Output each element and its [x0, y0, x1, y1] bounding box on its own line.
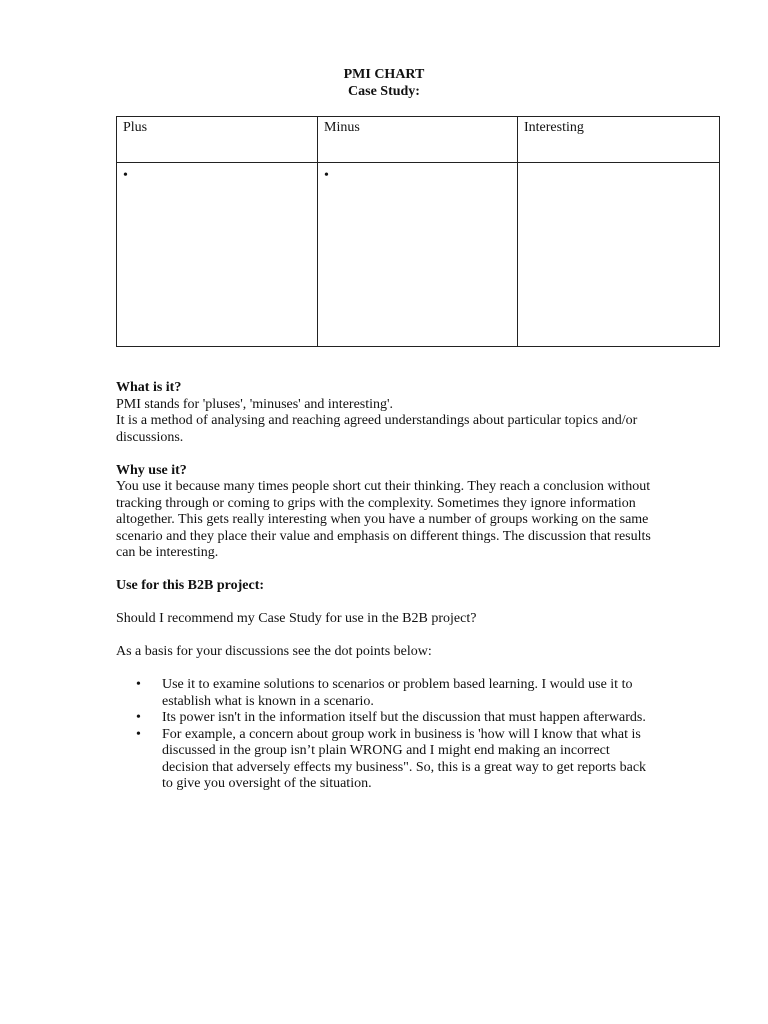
column-header-plus: Plus [123, 120, 148, 135]
column-header-interesting: Interesting [524, 120, 584, 135]
list-item-text: Its power isn't in the information itself but the discussion that must happen afterwards. [162, 710, 646, 725]
why-paragraph: You use it because many times people short cut their thinking. They reach a conclusion without tracking through or coming to grips with the complexity. Sometimes they ignore information altogether. This gets really interesting when you have a number of groups working on the same scenario and they place their value and emphasis on different things. The discussion that results can be interesting. [116, 479, 651, 560]
bullet-icon: • [136, 677, 141, 692]
why-heading: Why use it? [116, 462, 187, 478]
list-item [116, 727, 652, 793]
interesting-bullet [518, 163, 719, 167]
interesting-cell [518, 163, 720, 347]
list-item [116, 710, 652, 727]
what-heading: What is it? [116, 380, 182, 395]
what-line-2: It is a method of analysing and reaching agreed understandings about particular topics and/or discussions. [116, 413, 638, 445]
dot-points-list [116, 677, 656, 793]
minus-cell [318, 163, 518, 347]
use-heading: Use for this B2B project: [116, 578, 265, 593]
pmi-body-row [117, 163, 720, 347]
column-minus [318, 117, 518, 163]
list-item-text: For example, a concern about group work in business is 'how will I know that what is discussed in the group isn’t plain WRONG and I might end making an incorrect decision that adversely effects my business". So, this is a great way to get reports back to give you oversight of the situation. [162, 726, 647, 791]
pmi-header-row [117, 117, 720, 163]
case-study-label: Case Study: [348, 84, 420, 99]
basis-line: As a basis for your discussions see the dot points below: [116, 644, 432, 659]
bullet-icon: • [136, 710, 141, 725]
what-line-1: PMI stands for 'pluses', 'minuses' and interesting'. [116, 396, 394, 412]
column-plus [117, 117, 318, 163]
plus-bullet: • [123, 168, 128, 183]
bullet-icon: • [136, 726, 141, 742]
recommend-question: Should I recommend my Case Study for use in the B2B project? [116, 611, 477, 626]
document-header [0, 66, 768, 100]
list-item [116, 677, 652, 710]
minus-bullet: • [324, 168, 329, 183]
pmi-table [116, 116, 720, 347]
list-item-text: Use it to examine solutions to scenarios or problem based learning. I would use it to establish what is known in a scenario. [162, 677, 633, 709]
plus-cell [117, 163, 318, 347]
column-header-minus: Minus [324, 120, 360, 135]
document-title: PMI CHART [343, 67, 425, 82]
document-body [116, 380, 656, 793]
column-interesting [518, 117, 720, 163]
